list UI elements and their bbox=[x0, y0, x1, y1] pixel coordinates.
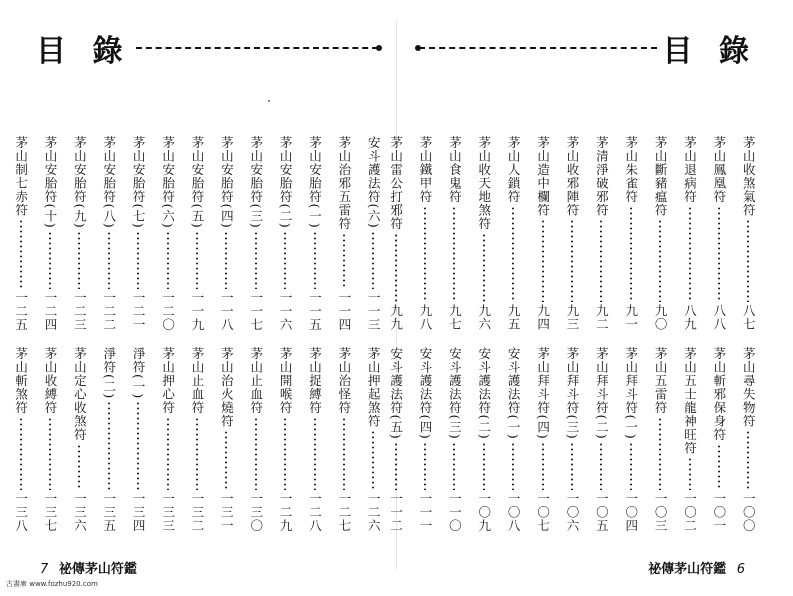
toc-column-group bbox=[469, 136, 498, 532]
toc-entry[interactable] bbox=[153, 347, 182, 532]
dot-leader bbox=[483, 442, 485, 490]
toc-entry-page: 一三一 bbox=[219, 491, 235, 532]
toc-entry-page: 一二二 bbox=[101, 290, 117, 331]
dot-leader bbox=[137, 231, 139, 289]
toc-entry-title: 茅山斷豬瘟符 bbox=[653, 136, 669, 217]
right-toc-columns bbox=[388, 136, 763, 532]
toc-entry-page: 一三二 bbox=[189, 491, 205, 532]
toc-column-group bbox=[123, 136, 152, 532]
toc-entry-title: 茅山尋失物符 bbox=[741, 347, 757, 428]
dot-leader bbox=[718, 206, 720, 303]
left-footer bbox=[34, 558, 137, 577]
toc-column-group bbox=[498, 136, 527, 532]
dot-leader bbox=[542, 219, 544, 302]
toc-entry[interactable] bbox=[469, 136, 498, 331]
dot-leader bbox=[20, 219, 22, 289]
toc-entry[interactable] bbox=[241, 136, 270, 331]
toc-entry-page: 一一七 bbox=[248, 290, 264, 331]
dot-leader bbox=[600, 219, 602, 302]
toc-entry[interactable] bbox=[587, 347, 616, 532]
left-toc-columns bbox=[13, 136, 388, 532]
toc-entry-title: 茅山收邪陣符 bbox=[564, 136, 580, 217]
dot-leader bbox=[225, 231, 227, 289]
toc-entry-page: 一〇六 bbox=[564, 491, 580, 532]
toc-entry-title: 茅山安胎符(七) bbox=[131, 136, 147, 229]
dot-leader bbox=[659, 219, 661, 302]
toc-entry-page: 九九 bbox=[388, 304, 404, 331]
dot-leader bbox=[314, 417, 316, 490]
dot-leader bbox=[571, 219, 573, 302]
toc-entry-title: 茅山押心符 bbox=[160, 347, 176, 415]
toc-entry[interactable] bbox=[329, 136, 358, 331]
dot-leader bbox=[718, 444, 720, 490]
toc-entry-title: 茅山安胎符(五) bbox=[189, 136, 205, 229]
toc-entry[interactable] bbox=[675, 347, 704, 532]
toc-entry[interactable] bbox=[469, 347, 498, 532]
toc-entry-title: 茅山斬煞符 bbox=[13, 347, 29, 415]
toc-entry-page: 一〇一 bbox=[711, 491, 727, 532]
header-rule bbox=[419, 47, 657, 49]
toc-entry-page: 一三五 bbox=[101, 491, 117, 532]
toc-entry[interactable] bbox=[123, 136, 152, 331]
dot-leader bbox=[196, 231, 198, 289]
toc-entry-page: 九三 bbox=[564, 304, 580, 331]
toc-entry[interactable] bbox=[270, 347, 299, 532]
left-page bbox=[0, 0, 396, 596]
toc-entry-title: 茅山安胎符(十) bbox=[43, 136, 58, 229]
toc-entry-title: 茅山安胎符(九) bbox=[72, 136, 88, 229]
toc-column-group bbox=[645, 136, 674, 532]
header-rule bbox=[136, 47, 378, 49]
dot-leader bbox=[424, 442, 426, 490]
toc-entry-page: 九一 bbox=[623, 304, 639, 331]
toc-entry-page: 一二八 bbox=[307, 491, 323, 532]
toc-entry-title: 茅山止血符 bbox=[189, 347, 205, 415]
toc-entry[interactable] bbox=[381, 347, 410, 532]
toc-entry[interactable] bbox=[6, 136, 35, 331]
toc-entry-page: 一〇四 bbox=[623, 491, 639, 532]
toc-entry-title: 茅山造中欄符 bbox=[535, 136, 551, 217]
toc-entry-title: 茅山收天地煞符 bbox=[476, 136, 492, 231]
toc-entry-title: 安斗護法符(二) bbox=[476, 347, 492, 440]
toc-column-group bbox=[6, 136, 35, 532]
toc-entry-page: 一一三 bbox=[366, 290, 382, 331]
dot-leader bbox=[108, 231, 110, 289]
toc-column-group bbox=[528, 136, 557, 532]
toc-entry-title: 茅山人鎖符 bbox=[506, 136, 522, 204]
dot-leader bbox=[747, 430, 749, 490]
toc-column-group bbox=[270, 136, 299, 532]
toc-entry[interactable] bbox=[123, 347, 152, 532]
toc-entry[interactable] bbox=[94, 347, 123, 532]
toc-entry-page: 一一一 bbox=[418, 491, 433, 532]
left-header bbox=[36, 28, 384, 68]
toc-entry-page: 一一四 bbox=[336, 290, 352, 331]
toc-entry-page: 八八 bbox=[711, 304, 727, 331]
toc-entry-title: 茅山拜斗符(二) bbox=[594, 347, 610, 440]
toc-entry-title: 茅山治火燒符 bbox=[219, 347, 235, 428]
toc-entry-page: 一三七 bbox=[43, 491, 58, 532]
dot-leader bbox=[343, 233, 345, 289]
toc-entry[interactable] bbox=[440, 347, 469, 532]
toc-entry[interactable] bbox=[440, 136, 469, 331]
toc-entry-page: 一一八 bbox=[219, 290, 235, 331]
dot-leader bbox=[284, 417, 286, 490]
dot-leader bbox=[512, 442, 514, 490]
toc-entry[interactable] bbox=[270, 136, 299, 331]
toc-column-group bbox=[734, 136, 763, 532]
toc-column-group bbox=[587, 136, 616, 532]
toc-entry-page: 一二四 bbox=[43, 290, 58, 331]
toc-entry-title: 淨符(一) bbox=[131, 347, 147, 400]
toc-entry-page: 九七 bbox=[447, 304, 463, 331]
toc-entry-page: 九二 bbox=[594, 304, 610, 331]
toc-column-group bbox=[410, 136, 439, 532]
toc-entry-page: 一〇二 bbox=[682, 491, 698, 532]
dot-leader bbox=[453, 206, 455, 303]
toc-entry-title: 茅山拜斗符(一) bbox=[623, 347, 639, 440]
toc-entry-title: 茅山押起煞符 bbox=[366, 347, 382, 428]
toc-entry-title: 茅山五士龍神旺符 bbox=[682, 347, 698, 455]
toc-entry-page: 一一九 bbox=[189, 290, 205, 331]
toc-entry[interactable] bbox=[241, 347, 270, 532]
toc-entry-page: 一三六 bbox=[72, 491, 88, 532]
toc-entry[interactable] bbox=[645, 347, 674, 532]
toc-entry-title: 安斗護法符(三) bbox=[447, 347, 463, 440]
toc-entry-title: 茅山安胎符(二) bbox=[278, 136, 294, 229]
toc-entry[interactable] bbox=[212, 347, 241, 532]
toc-entry[interactable] bbox=[704, 347, 733, 532]
toc-entry-title: 茅山拜斗符(三) bbox=[564, 347, 580, 440]
toc-entry-page: 一〇七 bbox=[535, 491, 551, 532]
toc-entry-page: 一一六 bbox=[278, 290, 294, 331]
toc-entry-title: 茅山雷公打邪符 bbox=[388, 136, 404, 231]
toc-entry-title: 茅山制七赤符 bbox=[13, 136, 29, 217]
toc-entry-title: 安斗護法符(五) bbox=[388, 347, 404, 440]
toc-entry[interactable] bbox=[153, 136, 182, 331]
toc-entry[interactable] bbox=[300, 136, 329, 331]
dot-leader bbox=[167, 417, 169, 490]
toc-entry-title: 茅山治怪符 bbox=[336, 347, 352, 415]
toc-entry-page: 九八 bbox=[418, 304, 433, 331]
toc-entry-page: 一二六 bbox=[366, 491, 382, 532]
dot-leader bbox=[424, 206, 426, 303]
dot-leader bbox=[483, 233, 485, 303]
toc-column-group bbox=[329, 136, 358, 532]
toc-entry-title: 茅山安胎符(一) bbox=[307, 136, 323, 229]
toc-entry-page: 八七 bbox=[741, 304, 757, 331]
toc-column-group bbox=[300, 136, 329, 532]
toc-entry-page: 九五 bbox=[506, 304, 522, 331]
right-header bbox=[413, 28, 757, 68]
toc-entry-page: 一三三 bbox=[160, 491, 176, 532]
toc-column-group bbox=[704, 136, 733, 532]
toc-entry-title: 茅山定心收煞符 bbox=[72, 347, 88, 442]
toc-entry[interactable] bbox=[94, 136, 123, 331]
toc-column-group bbox=[557, 136, 586, 532]
toc-entry-title: 茅山拜斗符(四) bbox=[535, 347, 551, 440]
toc-entry-page: 一三四 bbox=[131, 491, 147, 532]
toc-column-group bbox=[153, 136, 182, 532]
toc-entry[interactable] bbox=[410, 347, 439, 532]
toc-entry-title: 安斗護法符(六) bbox=[366, 136, 382, 229]
toc-entry[interactable] bbox=[498, 136, 527, 331]
toc-column-group bbox=[675, 136, 704, 532]
toc-entry[interactable] bbox=[528, 136, 557, 331]
dot-leader bbox=[395, 442, 397, 490]
page-number: 6 bbox=[736, 562, 745, 577]
dot-leader bbox=[20, 417, 22, 490]
toc-entry-title: 茅山鳳凰符 bbox=[711, 136, 727, 204]
dot-leader bbox=[542, 442, 544, 490]
toc-column-group bbox=[440, 136, 469, 532]
toc-entry-page: 一〇〇 bbox=[741, 491, 757, 532]
toc-column-group bbox=[381, 136, 410, 532]
toc-entry-page: 一〇五 bbox=[594, 491, 610, 532]
dot-leader bbox=[395, 233, 397, 303]
page-number: 7 bbox=[40, 562, 49, 577]
toc-entry-title: 茅山食鬼符 bbox=[447, 136, 463, 204]
toc-entry[interactable] bbox=[734, 347, 763, 532]
toc-entry[interactable] bbox=[528, 347, 557, 532]
toc-entry[interactable] bbox=[704, 136, 733, 331]
dot-leader bbox=[108, 401, 110, 489]
toc-entry-page: 一〇九 bbox=[476, 491, 492, 532]
toc-entry[interactable] bbox=[410, 136, 439, 331]
dot-leader bbox=[689, 206, 691, 303]
toc-column-group bbox=[35, 136, 64, 532]
toc-entry-title: 茅山安胎符(六) bbox=[160, 136, 176, 229]
toc-entry[interactable] bbox=[557, 136, 586, 331]
dot-leader bbox=[314, 231, 316, 289]
dot-leader bbox=[630, 206, 632, 303]
toc-entry-page: 九〇 bbox=[653, 304, 669, 331]
toc-title: 目 錄 bbox=[662, 34, 757, 69]
watermark: 古書庫 www.fozhu920.com bbox=[6, 580, 98, 588]
toc-entry-page: 一二九 bbox=[278, 491, 294, 532]
toc-entry-page: 一三八 bbox=[13, 491, 29, 532]
toc-column-group bbox=[94, 136, 123, 532]
toc-entry-title: 茅山止血符 bbox=[248, 347, 264, 415]
dot-leader bbox=[49, 231, 51, 289]
right-page bbox=[388, 0, 793, 596]
toc-column-group bbox=[182, 136, 211, 532]
toc-column-group bbox=[241, 136, 270, 532]
toc-entry-page: 一〇八 bbox=[506, 491, 522, 532]
dot-leader bbox=[372, 231, 374, 289]
dot-leader bbox=[659, 417, 661, 490]
dot-leader bbox=[255, 231, 257, 289]
toc-entry[interactable] bbox=[6, 347, 35, 532]
toc-entry-title: 安斗護法符(一) bbox=[506, 347, 522, 440]
toc-column-group bbox=[616, 136, 645, 532]
toc-entry[interactable] bbox=[645, 136, 674, 331]
toc-entry[interactable] bbox=[35, 347, 64, 532]
dot-leader bbox=[167, 231, 169, 289]
toc-entry-title: 茅山治邪五雷符 bbox=[336, 136, 352, 231]
toc-entry-title: 茅山鐵甲符 bbox=[418, 136, 433, 204]
toc-entry-title: 茅山安胎符(四) bbox=[219, 136, 235, 229]
toc-entry[interactable] bbox=[182, 136, 211, 331]
dot-leader bbox=[747, 219, 749, 302]
toc-entry-page: 一二三 bbox=[72, 290, 88, 331]
speck bbox=[268, 100, 270, 102]
dot-leader bbox=[571, 442, 573, 490]
toc-entry-page: 九四 bbox=[535, 304, 551, 331]
toc-entry-title: 茅山收縛符 bbox=[43, 347, 58, 415]
toc-entry-page: 一一二 bbox=[388, 491, 404, 532]
toc-entry-title: 安斗護法符(四) bbox=[418, 347, 433, 440]
dot-leader bbox=[137, 401, 139, 489]
toc-entry-page: 一二七 bbox=[336, 491, 352, 532]
toc-entry-page: 一〇三 bbox=[653, 491, 669, 532]
toc-entry[interactable] bbox=[212, 136, 241, 331]
toc-entry-title: 淨符(二) bbox=[101, 347, 117, 400]
dot-leader bbox=[343, 417, 345, 490]
book-title: 祕傳茅山符鑑 bbox=[58, 562, 137, 577]
dot-leader bbox=[225, 430, 227, 490]
dot-leader bbox=[49, 417, 51, 490]
book-title: 祕傳茅山符鑑 bbox=[648, 562, 727, 577]
toc-entry[interactable] bbox=[381, 136, 410, 331]
dot-leader bbox=[196, 417, 198, 490]
toc-entry[interactable] bbox=[498, 347, 527, 532]
toc-entry-title: 茅山捉縛符 bbox=[307, 347, 323, 415]
right-footer bbox=[648, 558, 751, 577]
toc-entry-page: 一二一 bbox=[131, 290, 147, 331]
dot-leader bbox=[453, 442, 455, 490]
toc-entry[interactable] bbox=[65, 347, 94, 532]
toc-entry[interactable] bbox=[182, 347, 211, 532]
toc-entry-title: 茅清淨破邪符 bbox=[594, 136, 610, 217]
toc-entry-page: 一二五 bbox=[13, 290, 29, 331]
dot-leader bbox=[600, 442, 602, 490]
dot-leader bbox=[78, 231, 80, 289]
dot-leader bbox=[689, 457, 691, 490]
toc-entry-title: 茅山安胎符(八) bbox=[101, 136, 117, 229]
dot-leader bbox=[512, 206, 514, 303]
dot-leader bbox=[78, 444, 80, 490]
toc-entry-title: 茅山安胎符(三) bbox=[248, 136, 264, 229]
toc-entry[interactable] bbox=[616, 136, 645, 331]
toc-entry-page: 一二〇 bbox=[160, 290, 176, 331]
toc-entry-title: 茅山五雷符 bbox=[653, 347, 669, 415]
toc-entry[interactable] bbox=[557, 347, 586, 532]
toc-entry[interactable] bbox=[616, 347, 645, 532]
toc-column-group bbox=[65, 136, 94, 532]
toc-entry[interactable] bbox=[35, 136, 64, 331]
toc-entry-title: 茅山收煞氣符 bbox=[741, 136, 757, 217]
toc-entry-page: 八九 bbox=[682, 304, 698, 331]
toc-entry[interactable] bbox=[300, 347, 329, 532]
toc-entry-title: 茅山斬邪保身符 bbox=[711, 347, 727, 442]
toc-entry-page: 九六 bbox=[476, 304, 492, 331]
toc-entry[interactable] bbox=[675, 136, 704, 331]
toc-entry-page: 一一五 bbox=[307, 290, 323, 331]
toc-entry[interactable] bbox=[65, 136, 94, 331]
toc-entry-title: 茅山開喉符 bbox=[278, 347, 294, 415]
toc-entry-page: 一一〇 bbox=[447, 491, 463, 532]
toc-entry[interactable] bbox=[734, 136, 763, 331]
dot-leader bbox=[284, 231, 286, 289]
toc-entry[interactable] bbox=[329, 347, 358, 532]
toc-column-group bbox=[212, 136, 241, 532]
toc-title: 目 錄 bbox=[36, 34, 131, 69]
toc-entry-title: 茅山朱雀符 bbox=[623, 136, 639, 204]
dot-leader bbox=[372, 430, 374, 490]
dot-leader bbox=[255, 417, 257, 490]
toc-entry[interactable] bbox=[587, 136, 616, 331]
toc-entry-title: 茅山退病符 bbox=[682, 136, 698, 204]
dot-leader bbox=[630, 442, 632, 490]
toc-entry-page: 一三〇 bbox=[248, 491, 264, 532]
